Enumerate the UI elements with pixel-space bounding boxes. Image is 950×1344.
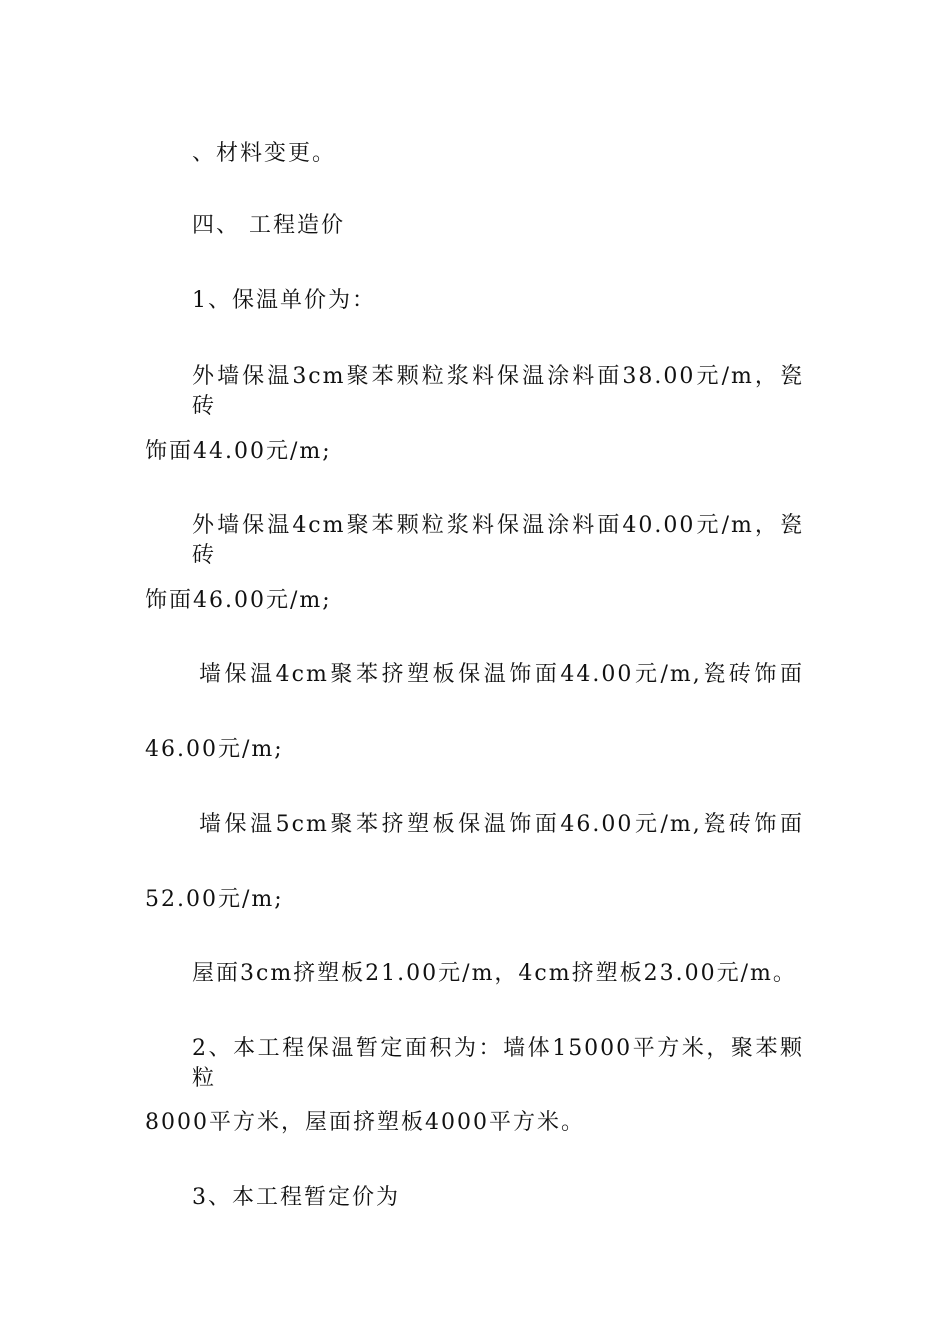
text-line-1: 、材料变更。 <box>192 141 337 166</box>
text-line-13: 2、本工程保温暂定面积为：墙体15000平方米，聚苯颗粒 <box>192 1036 804 1091</box>
text-line-12: 屋面3cm挤塑板21.00元/m，4cm挤塑板23.00元/m。 <box>192 961 797 986</box>
text-line-15: 3、本工程暂定价为 <box>192 1185 400 1210</box>
text-line-11: 52.00元/m; <box>145 887 284 912</box>
text-line-8: 墙保温4cm聚苯挤塑板保温饰面44.00元/m,瓷砖饰面 <box>199 662 804 687</box>
text-line-5: 饰面44.00元/m; <box>145 439 332 464</box>
text-line-14: 8000平方米，屋面挤塑板4000平方米。 <box>145 1110 585 1135</box>
text-line-7: 饰面46.00元/m; <box>145 588 332 613</box>
text-line-4: 外墙保温3cm聚苯颗粒浆料保温涂料面38.00元/m，瓷砖 <box>192 364 804 419</box>
text-line-6: 外墙保温4cm聚苯颗粒浆料保温涂料面40.00元/m，瓷砖 <box>192 513 804 568</box>
section-heading: 四、 工程造价 <box>192 213 345 238</box>
text-line-9: 46.00元/m; <box>145 737 284 762</box>
text-line-3: 1、保温单价为： <box>192 288 376 313</box>
text-line-10: 墙保温5cm聚苯挤塑板保温饰面46.00元/m,瓷砖饰面 <box>199 812 804 837</box>
